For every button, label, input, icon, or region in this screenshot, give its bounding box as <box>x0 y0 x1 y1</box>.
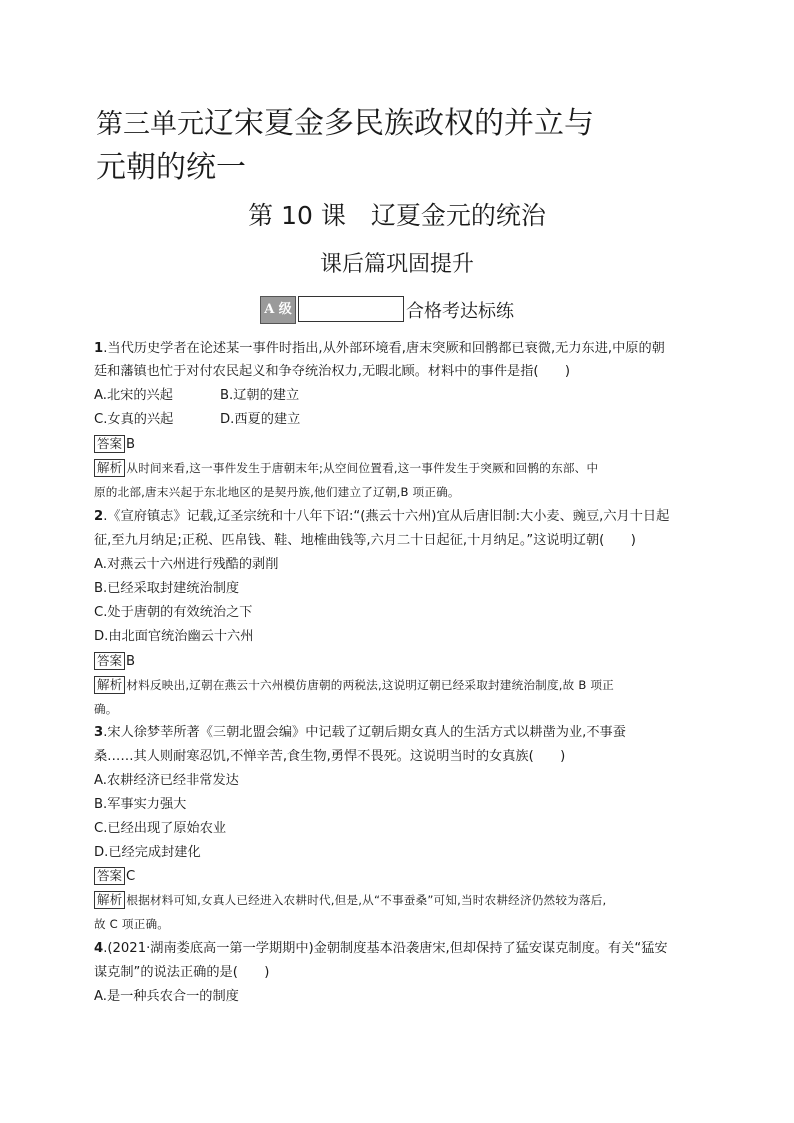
answer-tag: 答案 <box>94 867 125 885</box>
question-2-option-b: B.已经采取封建统治制度 <box>94 581 240 596</box>
question-2-explanation-line-1: 解析 材料反映出,辽朝在燕云十六州模仿唐朝的两税法,这说明辽朝已经采取封建统治制度,故 B 项正 <box>94 675 614 696</box>
question-1-answer: 答案 B <box>94 434 135 455</box>
question-4-option-a: A.是一种兵农合一的制度 <box>94 989 239 1004</box>
question-1-stem-line-2: 廷和藩镇也忙于对付农民起义和争夺统治权力,无暇北顾。材料中的事件是指( ) <box>94 364 571 379</box>
question-3-option-c: C.已经出现了原始农业 <box>94 821 227 836</box>
question-2-answer: 答案 B <box>94 651 135 672</box>
question-2-explanation-line-2: 确。 <box>94 702 118 716</box>
question-3-explanation-line-1: 解析 根据材料可知,女真人已经进入农耕时代,但是,从“不事蚕桑”可知,当时农耕经济仍然较为落后, <box>94 890 606 911</box>
question-3-answer: 答案 C <box>94 866 135 887</box>
question-2-option-c: C.处于唐朝的有效统治之下 <box>94 605 253 620</box>
question-3-stem-line-2: 桑……其人则耐寒忍饥,不惮辛苦,食生物,勇悍不畏死。这说明当时的女真族( ) <box>94 749 566 764</box>
level-blank-box <box>298 296 404 322</box>
question-2-option-d: D.由北面官统治幽云十六州 <box>94 629 254 644</box>
answer-tag: 答案 <box>94 435 125 453</box>
explain-tag: 解析 <box>94 891 125 909</box>
unit-prefix: 第三单元 <box>96 109 204 140</box>
level-text: 合格考达标练 <box>406 301 514 322</box>
unit-title-line-1: 辽宋夏金多民族政权的并立与 <box>204 106 594 141</box>
level-badge: A 级 <box>260 296 296 324</box>
question-1-option-a: A.北宋的兴起 <box>94 388 173 403</box>
explain-tag: 解析 <box>94 459 125 477</box>
question-1-option-c: C.女真的兴起 <box>94 412 174 427</box>
question-2-stem-line-2: 征,至九月纳足;正税、匹帛钱、鞋、地榷曲钱等,六月二十日起征,十月纳足。”这说明辽朝( ) <box>94 533 636 548</box>
lesson-title: 第 10 课 辽夏金元的统治 <box>248 201 546 230</box>
question-1-explanation-line-2: 原的北部,唐末兴起于东北地区的是契丹族,他们建立了辽朝,B 项正确。 <box>94 485 460 499</box>
question-1-explanation-line-1: 解析 从时间来看,这一事件发生于唐朝末年;从空间位置看,这一事件发生于突厥和回鹘的东部、中 <box>94 458 598 479</box>
question-3-explanation-line-2: 故 C 项正确。 <box>94 917 170 931</box>
question-3-option-a: A.农耕经济已经非常发达 <box>94 773 239 788</box>
unit-title-line-2: 元朝的统一 <box>96 150 246 185</box>
question-1-stem-line-1: 1.当代历史学者在论述某一事件时指出,从外部环境看,唐末突厥和回鹘都已衰微,无力东进,中原的朝 <box>94 341 665 356</box>
question-2-option-a: A.对燕云十六州进行残酷的剥削 <box>94 557 279 572</box>
unit-title <box>96 106 594 143</box>
question-1-option-d: D.西夏的建立 <box>220 412 301 427</box>
question-2-stem-line-1: 2.《宣府镇志》记载,辽圣宗统和十八年下诏:“(燕云十六州)宜从后唐旧制:大小麦、豌豆,六月十日起 <box>94 509 670 524</box>
explain-tag: 解析 <box>94 676 125 694</box>
section-title: 课后篇巩固提升 <box>319 252 474 277</box>
question-3-option-b: B.军事实力强大 <box>94 797 187 812</box>
question-3-stem-line-1: 3.宋人徐梦莘所著《三朝北盟会编》中记载了辽朝后期女真人的生活方式以耕凿为业,不事蚕 <box>94 725 626 740</box>
answer-tag: 答案 <box>94 652 125 670</box>
question-4-stem-line-1: 4.(2021·湖南娄底高一第一学期期中)金朝制度基本沿袭唐宋,但却保持了猛安谋克制度。有关“猛安 <box>94 941 668 956</box>
question-3-option-d: D.已经完成封建化 <box>94 845 201 860</box>
question-4-stem-line-2: 谋克制”的说法正确的是( ) <box>94 965 270 980</box>
question-1-option-b: B.辽朝的建立 <box>220 388 300 403</box>
